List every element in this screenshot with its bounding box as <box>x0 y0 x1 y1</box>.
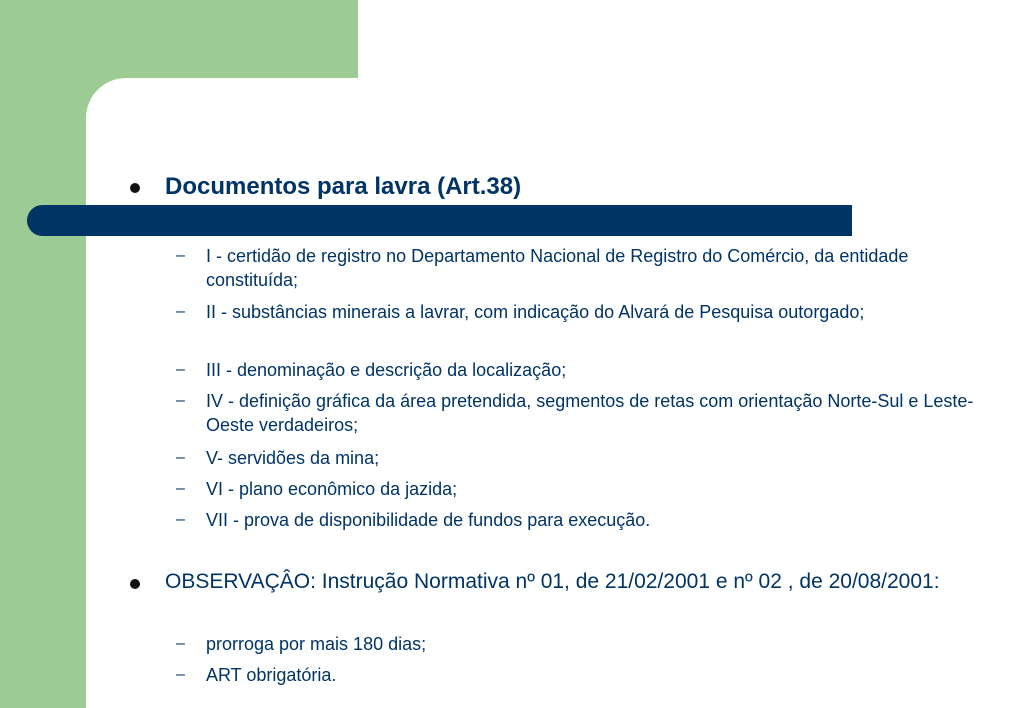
list-item-text: prorroga por mais 180 dias; <box>206 634 427 654</box>
slide-heading: Documentos para lavra (Art.38) <box>165 173 522 200</box>
dash-icon: – <box>176 635 185 652</box>
list-item <box>176 358 976 382</box>
bullet-dot-icon <box>130 183 140 193</box>
dash-icon: – <box>176 511 185 528</box>
dash-icon: – <box>176 247 185 264</box>
list-item <box>176 300 976 324</box>
list-item <box>176 477 976 501</box>
list-item <box>176 632 976 656</box>
list-item-text: III - denominação e descrição da localização; <box>206 360 567 380</box>
list-item-text: VI - plano econômico da jazida; <box>206 479 458 499</box>
list-item <box>176 508 976 532</box>
list-item <box>176 663 976 687</box>
list-item-text: ART obrigatória. <box>206 665 337 685</box>
list-item-text: II - substâncias minerais a lavrar, com indicação do Alvará de Pesquisa outorgado; <box>206 302 865 322</box>
list-item <box>176 389 976 437</box>
observation-bullet <box>130 569 990 595</box>
list-item-text: VII - prova de disponibilidade de fundos para execução. <box>206 510 651 530</box>
list-item <box>176 244 976 292</box>
bullet-dot-icon <box>130 579 140 589</box>
dash-icon: – <box>176 392 185 409</box>
observation-text: OBSERVAÇÂO: Instrução Normativa nº 01, de 21/02/2001 e nº 02 , de 20/08/2001: <box>165 570 940 593</box>
list-item-text: I - certidão de registro no Departamento Nacional de Registro do Comércio, da entidade constituída; <box>206 246 909 290</box>
dash-icon: – <box>176 303 185 320</box>
list-item-text: IV - definição gráfica da área pretendida, segmentos de retas com orientação Norte-Sul e Leste-Oeste verdadeiros; <box>206 391 974 435</box>
title-bar <box>27 205 852 236</box>
dash-icon: – <box>176 666 185 683</box>
list-item-text: V- servidões da mina; <box>206 448 380 468</box>
list-item <box>176 446 976 470</box>
dash-icon: – <box>176 480 185 497</box>
dash-icon: – <box>176 361 185 378</box>
heading-bullet <box>130 173 990 201</box>
dash-icon: – <box>176 449 185 466</box>
